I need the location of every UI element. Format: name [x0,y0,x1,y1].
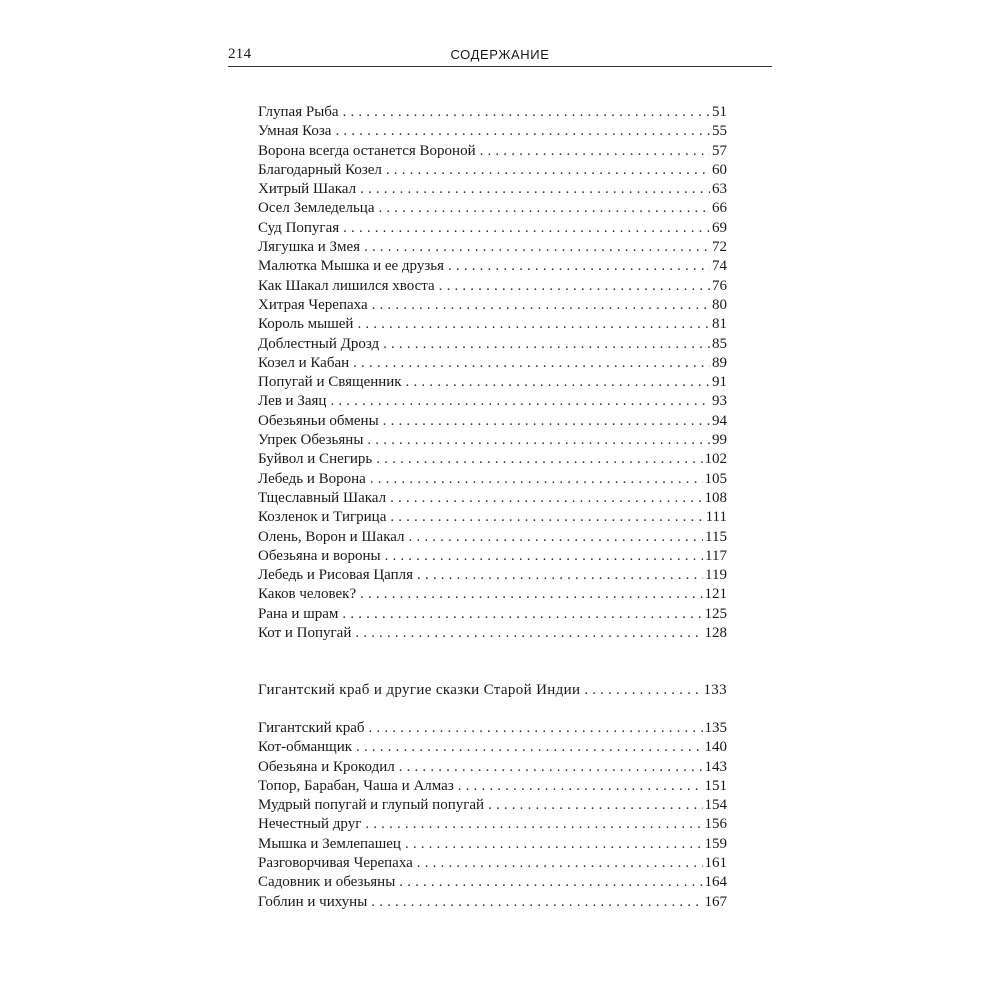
dot-leader [448,257,710,276]
toc-entry-page: 125 [704,605,727,622]
toc-entry [258,873,727,892]
toc-entry [258,315,727,334]
toc-entry [258,450,727,469]
toc-entry-page: 99 [712,432,727,449]
toc-entry [258,199,727,218]
toc-entry [258,585,727,604]
header-rule [228,66,772,67]
dot-leader [417,566,703,585]
toc-entry-title: Мудрый попугай и глупый попугай [258,796,488,815]
toc-entry-page: 69 [712,219,727,236]
toc-entry [258,335,727,354]
toc-entry-page: 161 [704,855,727,872]
toc-entry-page: 105 [704,470,727,487]
toc-entry-page: 63 [712,181,727,198]
toc-entry-title: Каков человек? [258,585,360,604]
toc-entry-title: Лебедь и Ворона [258,470,370,489]
toc-entry [258,103,727,122]
toc-entry-page: 80 [712,296,727,313]
toc-entry-title: Лягушка и Змея [258,238,364,257]
toc-entry-title: Хитрый Шакал [258,180,360,199]
toc-entry-page: 115 [705,528,727,545]
toc-entry [258,354,727,373]
toc-entry-title: Как Шакал лишился хвоста [258,277,439,296]
toc-entry-page: 159 [704,835,727,852]
toc-entry-title: Лебедь и Рисовая Цапля [258,566,417,585]
toc-entry-title: Хитрая Черепаха [258,296,372,315]
toc-entry-page: 85 [712,335,727,352]
toc-entry-title: Олень, Ворон и Шакал [258,528,409,547]
dot-leader [343,219,710,238]
dot-leader [357,315,710,334]
dot-leader [390,508,703,527]
toc-entry-page: 91 [712,374,727,391]
toc-entry [258,758,727,777]
section-heading-title: Гигантский краб и другие сказки Старой Индии [258,680,584,700]
toc-entry-page: 66 [712,200,727,217]
dot-leader [360,585,702,604]
toc-entry [258,815,727,834]
toc-entry [258,296,727,315]
toc-entry-page: 102 [704,451,727,468]
toc-entry-title: Ворона всегда останется Вороной [258,142,480,161]
toc-entry [258,528,727,547]
toc-entry [258,796,727,815]
section-heading-page: 133 [703,682,727,698]
dot-leader [383,412,710,431]
toc-entry-page: 151 [704,777,727,794]
page-number: 214 [228,46,252,62]
dot-leader [458,777,703,796]
running-title: СОДЕРЖАНИЕ [450,47,550,62]
toc-entry-title: Малютка Мышка и ее друзья [258,257,448,276]
toc-entry-page: 111 [705,509,727,526]
toc-entry-page: 154 [704,797,727,814]
toc-entry [258,470,727,489]
toc-entry-title: Гоблин и чихуны [258,893,371,912]
toc-list-fables [258,103,727,643]
toc-entry-title: Буйвол и Снегирь [258,450,376,469]
toc-entry-title: Козел и Кабан [258,354,353,373]
toc-entry-page: 94 [712,412,727,429]
toc-entry-page: 93 [712,393,727,410]
toc-entry-title: Осел Земледельца [258,199,378,218]
toc-entry-title: Кот и Попугай [258,624,355,643]
toc-entry-title: Мышка и Землепашец [258,835,405,854]
toc-entry-page: 57 [712,142,727,159]
toc-entry-title: Благодарный Козел [258,161,386,180]
toc-entry-page: 108 [704,489,727,506]
dot-leader [372,296,710,315]
toc-entry-page: 128 [704,625,727,642]
toc-entry-title: Упрек Обезьяны [258,431,367,450]
toc-entry-title: Тщеславный Шакал [258,489,390,508]
toc-entry-page: 60 [712,161,727,178]
dot-leader [480,142,710,161]
toc-entry [258,219,727,238]
toc-entry-title: Лев и Заяц [258,392,330,411]
toc-entry [258,180,727,199]
dot-leader [364,238,710,257]
toc-entry-title: Гигантский краб [258,719,369,738]
toc-entry [258,835,727,854]
toc-entry-page: 76 [712,277,727,294]
toc-entry-page: 81 [712,316,727,333]
toc-entry [258,854,727,873]
dot-leader [488,796,702,815]
toc-entry-title: Кот-обманщик [258,738,356,757]
toc-entry-page: 121 [704,586,727,603]
toc-entry [258,431,727,450]
dot-leader [390,489,702,508]
toc-entry [258,373,727,392]
toc-entry [258,508,727,527]
toc-entry-page: 51 [712,104,727,120]
toc-entry-page: 74 [712,258,727,275]
toc-entry-title: Рана и шрам [258,605,342,624]
toc-entry [258,238,727,257]
dot-leader [360,180,710,199]
toc-entry-page: 89 [712,354,727,371]
toc-entry-page: 117 [705,547,727,564]
dot-leader [376,450,702,469]
dot-leader [355,624,702,643]
toc-entry [258,122,727,141]
toc-entry [258,624,727,643]
toc-entry-title: Обезьяна и Крокодил [258,758,399,777]
toc-entry-page: 156 [704,816,727,833]
toc-entry-page: 143 [704,758,727,775]
toc-entry-title: Попугай и Священник [258,373,406,392]
toc-entry-title: Нечестный друг [258,815,365,834]
dot-leader [409,528,704,547]
toc-entry-title: Доблестный Дрозд [258,335,383,354]
dot-leader [335,122,710,141]
dot-leader [417,854,703,873]
toc-entry-page: 119 [705,567,727,584]
dot-leader [406,373,710,392]
toc-entry-page: 55 [712,123,727,140]
toc-entry [258,566,727,585]
toc-entry-title: Топор, Барабан, Чаша и Алмаз [258,777,458,796]
toc-entry-title: Садовник и обезьяны [258,873,399,892]
toc-entry [258,412,727,431]
toc-entry [258,161,727,180]
toc-entry [258,547,727,566]
dot-leader [342,605,702,624]
dot-leader [439,277,710,296]
toc-entry [258,893,727,912]
dot-leader [353,354,710,373]
section-heading [258,680,727,700]
toc-entry-title: Разговорчивая Черепаха [258,854,417,873]
toc-entry [258,605,727,624]
toc-entry [258,277,727,296]
dot-leader [370,470,703,489]
toc-entry-page: 167 [704,893,727,910]
toc-entry-title: Умная Коза [258,122,335,141]
toc-entry [258,142,727,161]
toc-entry-title: Король мышей [258,315,357,334]
dot-leader [356,738,702,757]
toc-entry-page: 135 [704,720,727,736]
dot-leader [399,758,703,777]
dot-leader [367,431,710,450]
toc-entry [258,777,727,796]
toc-list-tales [258,719,727,912]
toc-entry-title: Глупая Рыба [258,103,343,122]
dot-leader [365,815,702,834]
dot-leader [343,103,710,122]
dot-leader [385,547,703,566]
dot-leader [584,680,701,700]
dot-leader [386,161,710,180]
toc-entry [258,392,727,411]
toc-entry-page: 164 [704,874,727,891]
dot-leader [378,199,710,218]
toc-entry-title: Суд Попугая [258,219,343,238]
toc-entry [258,257,727,276]
dot-leader [405,835,703,854]
dot-leader [371,893,702,912]
toc-entry-title: Обезьяньи обмены [258,412,383,431]
toc-entry [258,719,727,738]
dot-leader [383,335,710,354]
toc-entry [258,489,727,508]
dot-leader [330,392,710,411]
running-head [228,44,772,66]
toc-entry-title: Обезьяна и вороны [258,547,385,566]
toc-entry-page: 72 [712,239,727,256]
toc-entry-title: Козленок и Тигрица [258,508,390,527]
toc-entry [258,738,727,757]
dot-leader [369,719,703,738]
dot-leader [399,873,702,892]
toc-entry-page: 140 [704,739,727,756]
